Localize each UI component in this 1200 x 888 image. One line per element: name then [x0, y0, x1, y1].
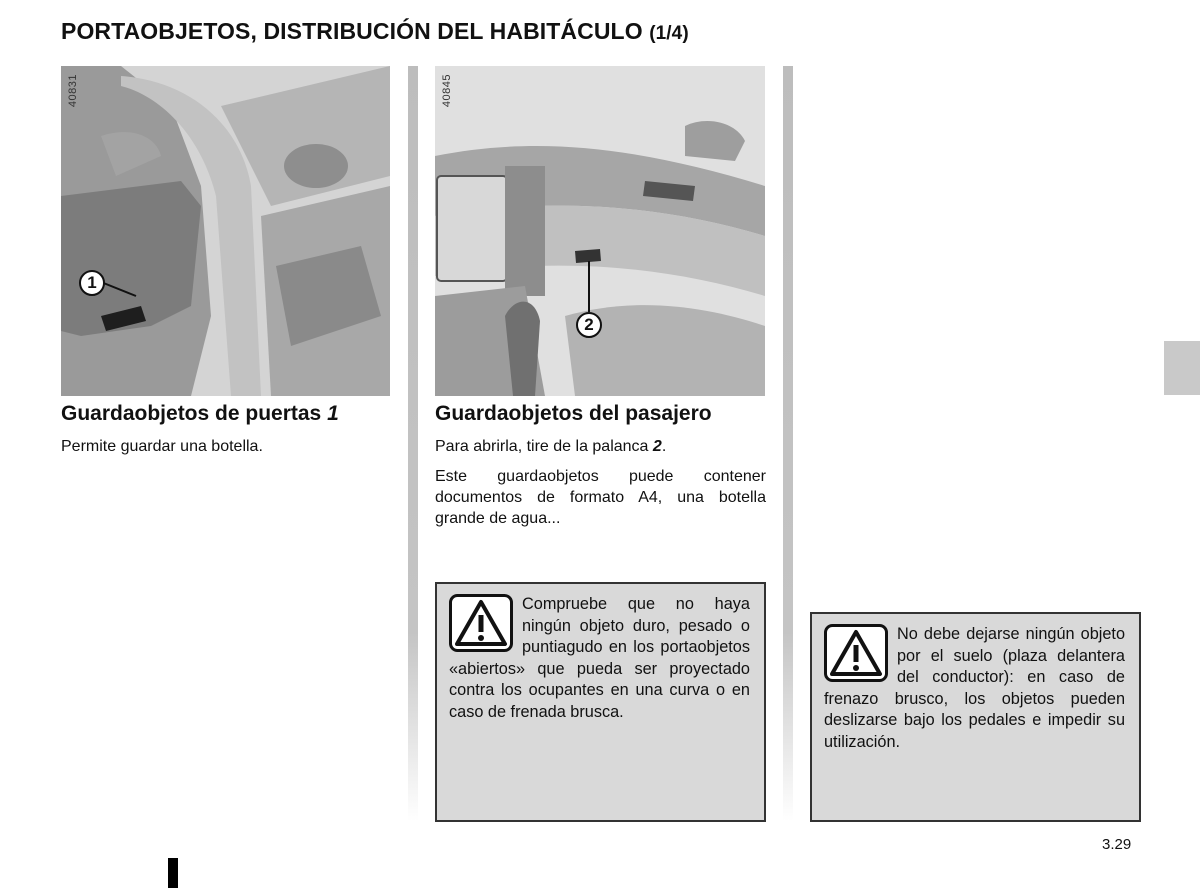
door-storage-text: Permite guardar una botella.	[61, 438, 263, 455]
warning-text-storage: Compruebe que no haya ningún objeto duro, pesado o puntiagudo en los portaobjetos «abiertos» que pueda ser proyectado contra los ocupantes en una curva o en caso de frenada brusca.	[449, 595, 750, 721]
column-divider-left	[408, 66, 418, 821]
lever-ref: 2	[652, 438, 662, 455]
glovebox-instruction-end: .	[661, 438, 667, 455]
warning-triangle-icon	[449, 594, 513, 652]
glovebox-capacity-text: Este guardaobjetos puede contener documentos de formato A4, una botella grande de agua...	[435, 468, 766, 527]
warning-box-floor	[810, 612, 1141, 822]
page-title	[61, 18, 689, 45]
figure-ref-number: 40845	[441, 74, 453, 108]
warning-box-storage	[435, 582, 766, 822]
door-storage-heading-ref: 1	[327, 402, 339, 425]
door-storage-illustration	[61, 66, 390, 396]
crop-mark	[168, 858, 178, 888]
glovebox-heading: Guardaobjetos del pasajero	[435, 402, 712, 425]
column-divider-right	[783, 66, 793, 821]
warning-triangle-icon	[824, 624, 888, 682]
glovebox-instruction	[435, 436, 767, 457]
page-title-fraction: (1/4)	[649, 23, 689, 44]
glovebox-instruction-text: Para abrirla, tire de la palanca	[435, 438, 653, 455]
door-storage-heading	[61, 402, 339, 426]
figure-ref-number: 40831	[67, 74, 79, 108]
chapter-tab	[1164, 341, 1200, 395]
page-title-text: PORTAOBJETOS, DISTRIBUCIÓN DEL HABITÁCULO	[61, 18, 643, 44]
callout-1: 1	[79, 270, 105, 296]
door-storage-heading-text: Guardaobjetos de puertas	[61, 402, 322, 425]
warning-text-floor: No debe dejarse ningún objeto por el suelo (plaza delantera del conductor): en caso de frenazo brusco, los objetos pueden deslizarse bajo los pedales e impedir su utilización.	[824, 625, 1125, 751]
glovebox-illustration	[435, 66, 765, 396]
page-number: 3.29	[1102, 836, 1132, 853]
callout-2: 2	[576, 312, 602, 338]
